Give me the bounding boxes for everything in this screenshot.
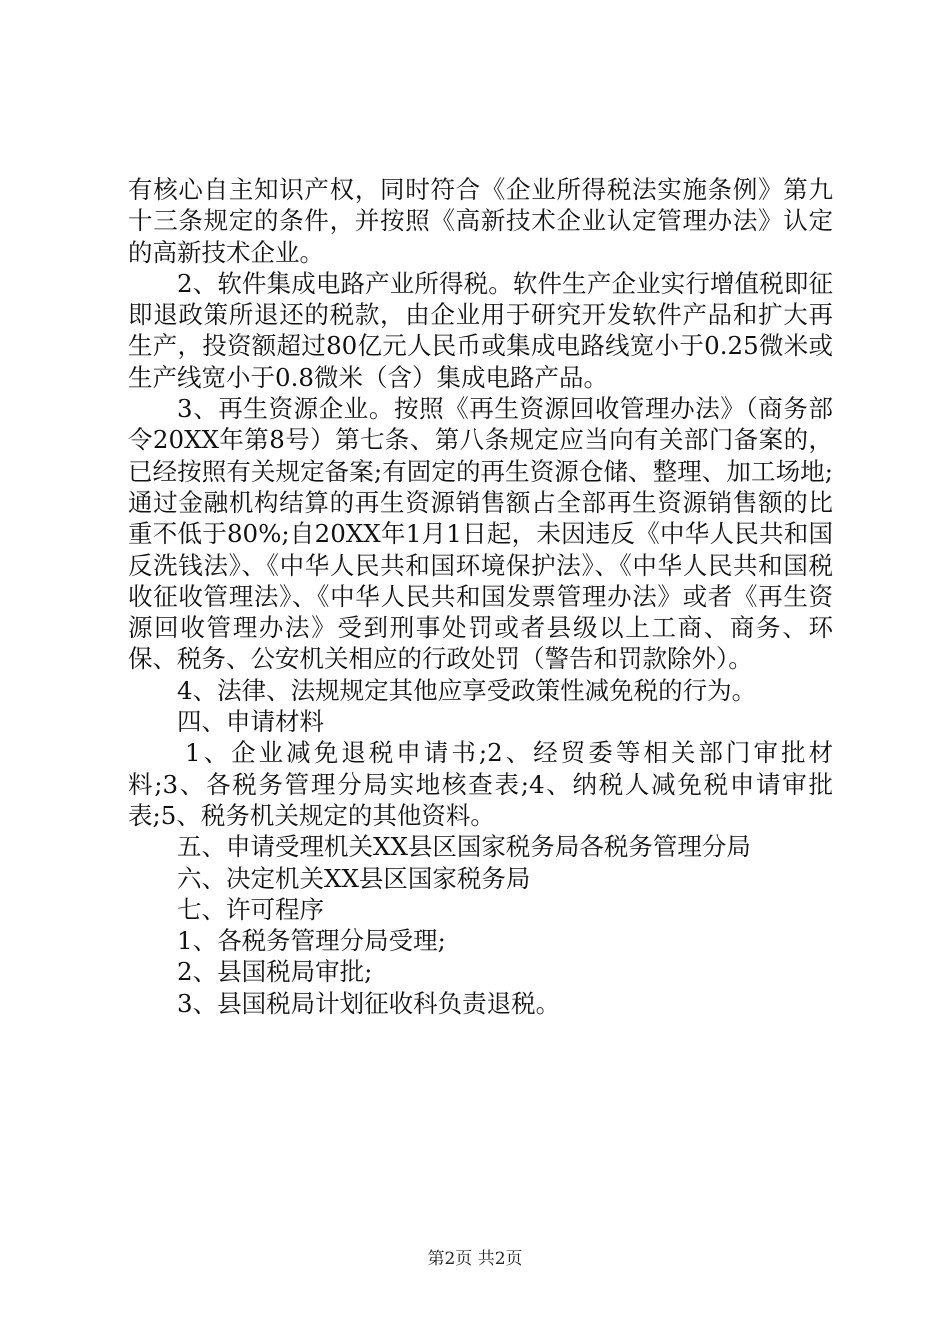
paragraph-2: 2、软件集成电路产业所得税。软件生产企业实行增值税即征即退政策所退还的税款，由企业用于研究开发软件产品和扩大再生产，投资额超过80亿元人民币或集成电路线宽小于0.25微米或生产线宽小于0.8微米（含）集成电路产品。	[128, 268, 833, 392]
section-heading-5: 五、申请受理机关XX县区国家税务局各税务管理分局	[177, 832, 751, 862]
procedure-step-2: 2、县国税局审批;	[177, 957, 373, 987]
procedure-step-3: 3、县国税局计划征收科负责退税。	[177, 988, 561, 1018]
paragraph-1: 有核心自主知识产权，同时符合《企业所得税法实施条例》第九十三条规定的条件，并按照《高新技术企业认定管理办法》认定的高新技术企业。	[128, 175, 833, 267]
body-text	[128, 174, 833, 1019]
section-heading-6: 六、决定机关XX县区国家税务局	[177, 863, 531, 893]
procedure-step-1: 1、各税务管理分局受理;	[177, 926, 446, 956]
paragraph-materials: 1、企业减免退税申请书;2、经贸委等相关部门审批材料;3、各税务管理分局实地核查表;4、纳税人减免税申请审批表;5、税务机关规定的其他资料。	[128, 738, 833, 830]
paragraph-4: 4、法律、法规规定其他应享受政策性减免税的行为。	[177, 675, 757, 705]
paragraph-3: 3、再生资源企业。按照《再生资源回收管理办法》（商务部令20XX年第8号）第七条、第八条规定应当向有关部门备案的，已经按照有关规定备案;有固定的再生资源仓储、整理、加工场地;通过金融机构结算的再生资源销售额占全部再生资源销售额的比重不低于80%;自20XX年1月1日起，未因违反《中华人民共和国反洗钱法》、《中华人民共和国环境保护法》、《中华人民共和国税收征收管理法》、《中华人民共和国发票管理办法》或者《再生资源回收管理办法》受到刑事处罚或者县级以上工商、商务、环保、税务、公安机关相应的行政处罚（警告和罚款除外）。	[128, 394, 833, 674]
section-heading-7: 七、许可程序	[177, 894, 324, 924]
section-heading-4: 四、申请材料	[177, 707, 324, 737]
page-footer: 第2页 共2页	[427, 1249, 523, 1269]
